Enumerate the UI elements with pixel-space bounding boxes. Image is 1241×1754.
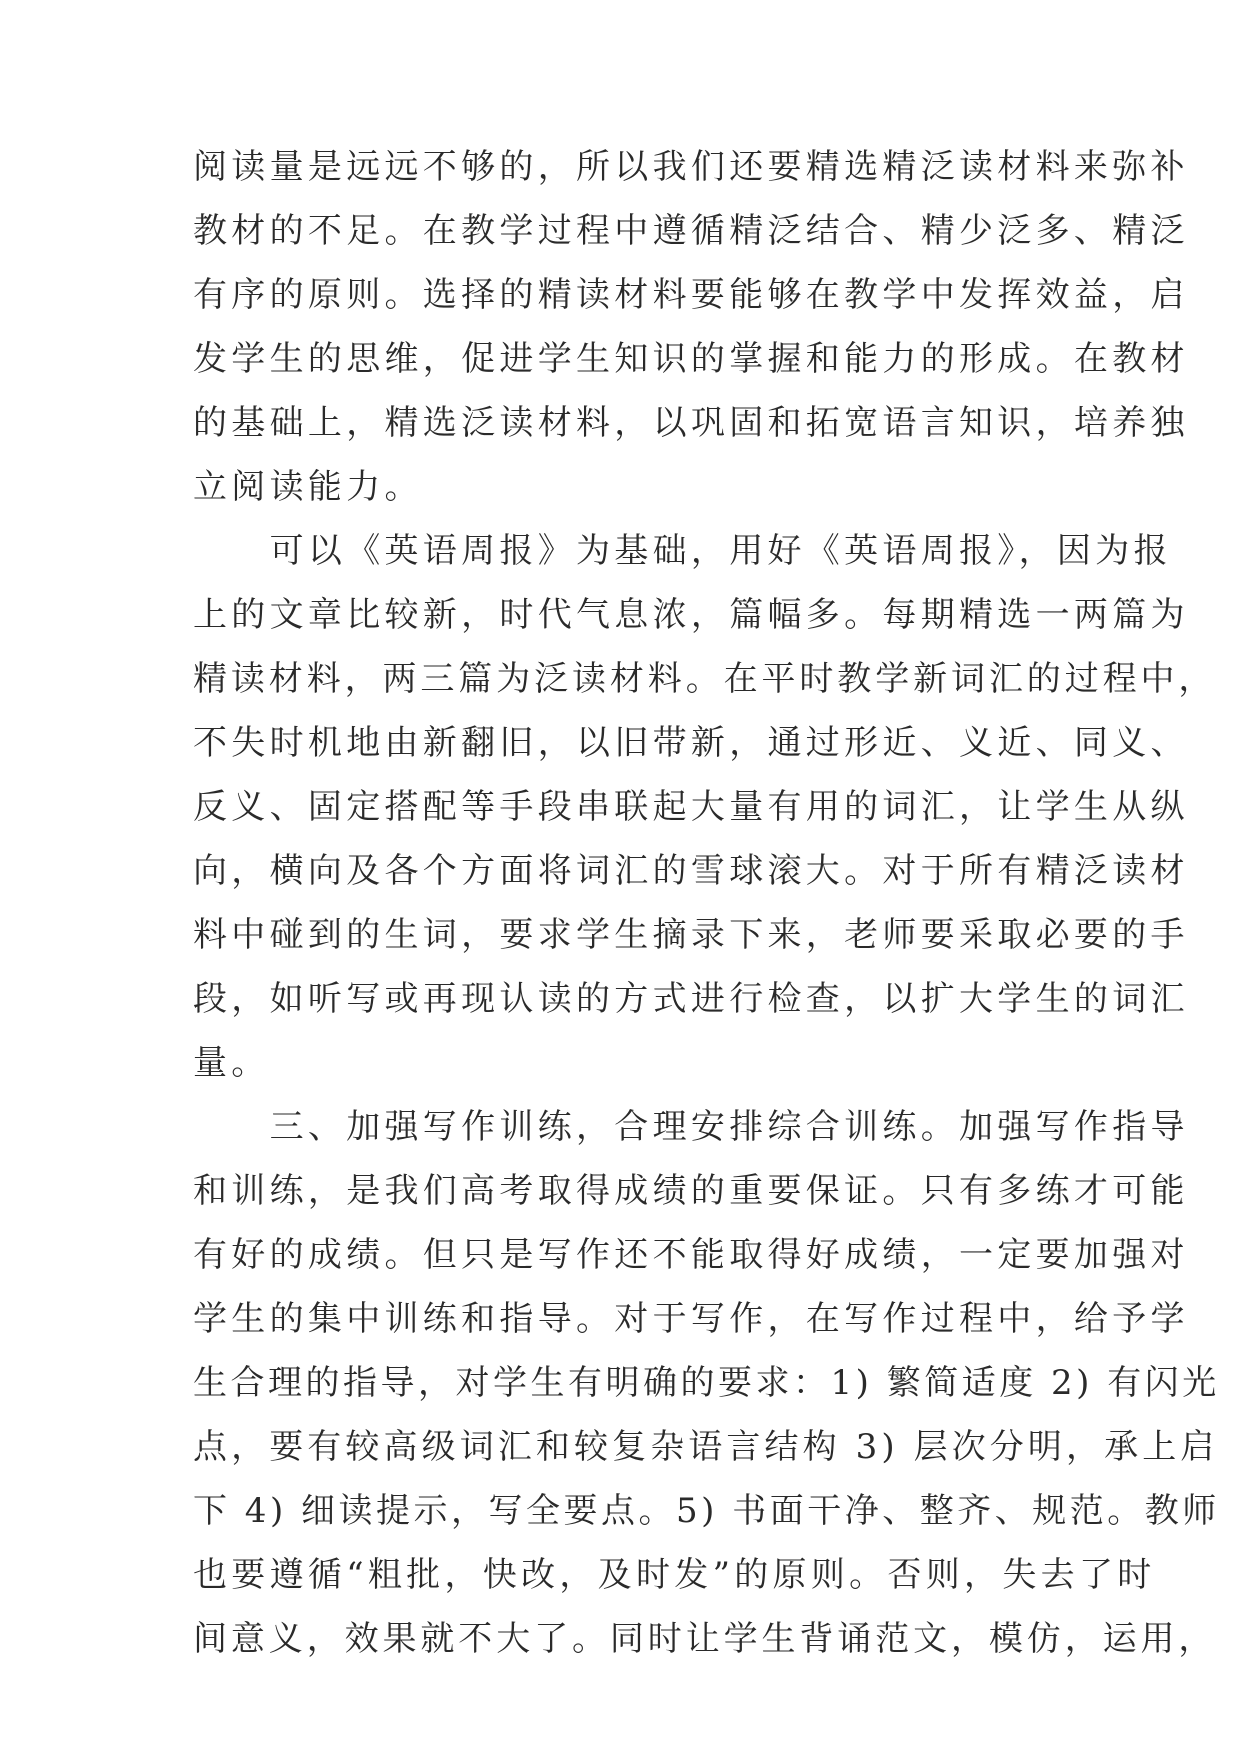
text-line: 立阅读能力。 (193, 467, 423, 507)
text-line: 上的文章比较新，时代气息浓，篇幅多。每期精选一两篇为 (193, 595, 1189, 635)
text-line: 不失时机地由新翻旧，以旧带新，通过形近、义近、同义、 (193, 723, 1189, 763)
text-line: 有好的成绩。但只是写作还不能取得好成绩，一定要加强对 (193, 1235, 1189, 1275)
text-line: 发学生的思维，促进学生知识的掌握和能力的形成。在教材 (193, 339, 1189, 379)
text-line: 精读材料，两三篇为泛读材料。在平时教学新词汇的过程中， (193, 659, 1217, 699)
text-line: 量。 (193, 1043, 270, 1083)
text-line: 也要遵循“粗批，快改，及时发”的原则。否则，失去了时 (193, 1555, 1156, 1595)
text-line: 和训练，是我们高考取得成绩的重要保证。只有多练才可能 (193, 1171, 1189, 1211)
document-body (193, 135, 1220, 1671)
text-line: 下 4) 细读提示，写全要点。5) 书面干净、整齐、规范。教师 (193, 1491, 1220, 1531)
text-line: 有序的原则。选择的精读材料要能够在教学中发挥效益，启 (193, 275, 1189, 315)
text-line: 向，横向及各个方面将词汇的雪球滚大。对于所有精泛读材 (193, 851, 1189, 891)
text-line: 三、加强写作训练，合理安排综合训练。加强写作指导 (193, 1107, 1189, 1147)
text-line: 教材的不足。在教学过程中遵循精泛结合、精少泛多、精泛 (193, 211, 1189, 251)
text-line: 间意义，效果就不大了。同时让学生背诵范文，模仿，运用， (193, 1619, 1217, 1659)
text-line: 料中碰到的生词，要求学生摘录下来，老师要采取必要的手 (193, 915, 1189, 955)
text-line: 可以《英语周报》为基础，用好《英语周报》，因为报 (193, 531, 1172, 571)
text-line: 反义、固定搭配等手段串联起大量有用的词汇，让学生从纵 (193, 787, 1189, 827)
text-line: 点，要有较高级词汇和较复杂语言结构 3) 层次分明，承上启 (193, 1427, 1219, 1467)
text-line: 生合理的指导，对学生有明确的要求：1) 繁简适度 2) 有闪光 (193, 1363, 1220, 1403)
text-line: 阅读量是远远不够的，所以我们还要精选精泛读材料来弥补 (193, 147, 1189, 187)
text-line: 学生的集中训练和指导。对于写作，在写作过程中，给予学 (193, 1299, 1189, 1339)
text-line: 的基础上，精选泛读材料，以巩固和拓宽语言知识，培养独 (193, 403, 1189, 443)
text-line: 段，如听写或再现认读的方式进行检查，以扩大学生的词汇 (193, 979, 1189, 1019)
